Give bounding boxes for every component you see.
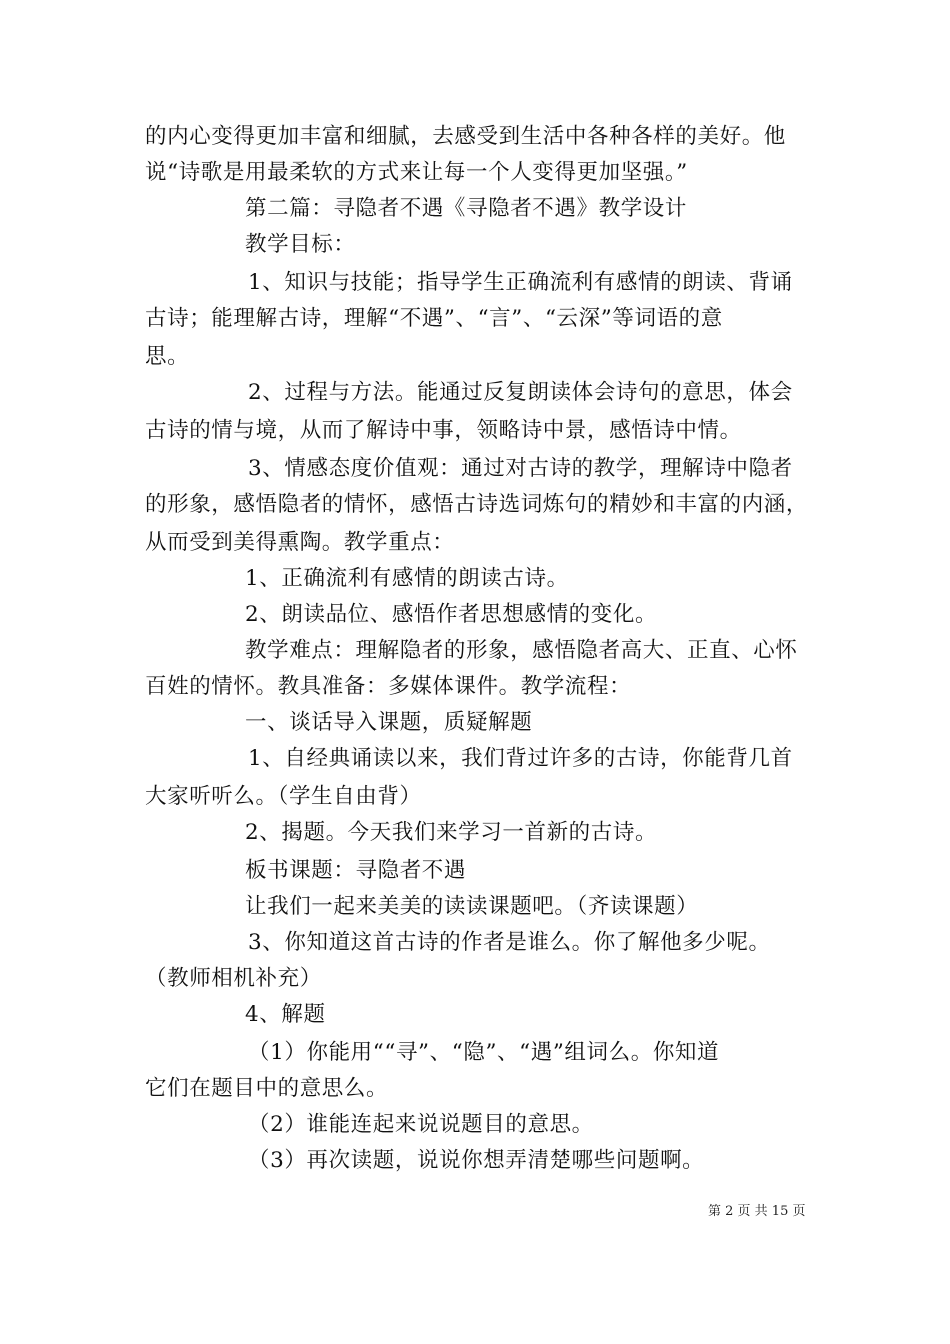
text-line: 1、正确流利有感情的朗读古诗。 [245, 566, 569, 591]
text-line: （1）你能用““寻”、“隐”、“遇”组词么。你知道 [248, 1040, 720, 1065]
text-line: 教学目标： [245, 232, 356, 257]
text-line: （3）再次读题，说说你想弄清楚哪些问题啊。 [248, 1148, 705, 1173]
text-line: 让我们一起来美美的读读课题吧。（齐读课题） [245, 894, 699, 919]
text-line: 3、情感态度价值观：通过对古诗的教学，理解诗中隐者 [248, 456, 793, 481]
text-line: 说“诗歌是用最柔软的方式来让每一个人变得更加坚强。” [145, 160, 688, 185]
text-line: 古诗；能理解古诗，理解“不遇”、“言”、“云深”等词语的意 [145, 306, 723, 331]
text-line: 2、过程与方法。能通过反复朗读体会诗句的意思，体会 [248, 380, 793, 405]
text-line: 思。 [145, 344, 190, 369]
text-line: 4、解题 [245, 1002, 326, 1027]
section-heading: 第二篇：寻隐者不遇《寻隐者不遇》教学设计 [245, 196, 688, 221]
text-line: 一、谈话导入课题，质疑解题 [245, 710, 533, 735]
text-line: （2）谁能连起来说说题目的意思。 [248, 1112, 594, 1137]
text-line: 板书课题：寻隐者不遇 [245, 858, 467, 883]
text-line: 3、你知道这首古诗的作者是谁么。你了解他多少呢。 [248, 930, 771, 955]
text-line: 从而受到美得熏陶。教学重点： [145, 530, 455, 555]
text-line: 教学难点：理解隐者的形象，感悟隐者高大、正直、心怀 [245, 638, 798, 663]
text-line: 1、自经典诵读以来，我们背过许多的古诗，你能背几首 [248, 746, 793, 771]
text-line: 百姓的情怀。教具准备：多媒体课件。教学流程： [145, 674, 632, 699]
text-line: 2、揭题。今天我们来学习一首新的古诗。 [245, 820, 658, 845]
text-line: （教师相机补充） [145, 966, 322, 991]
text-line: 古诗的情与境，从而了解诗中事，领略诗中景，感悟诗中情。 [145, 418, 742, 443]
text-line: 的形象，感悟隐者的情怀，感悟古诗选词炼句的精妙和丰富的内涵， [145, 492, 809, 517]
text-line: 2、朗读品位、感悟作者思想感情的变化。 [245, 602, 658, 627]
text-line: 大家听听么。（学生自由背） [145, 784, 422, 809]
page-number-footer: 第 2 页 共 15 页 [708, 1204, 806, 1219]
text-line: 1、知识与技能；指导学生正确流利有感情的朗读、背诵 [248, 270, 793, 295]
text-line: 的内心变得更加丰富和细腻，去感受到生活中各种各样的美好。他 [145, 124, 786, 149]
text-line: 它们在题目中的意思么。 [145, 1076, 389, 1101]
